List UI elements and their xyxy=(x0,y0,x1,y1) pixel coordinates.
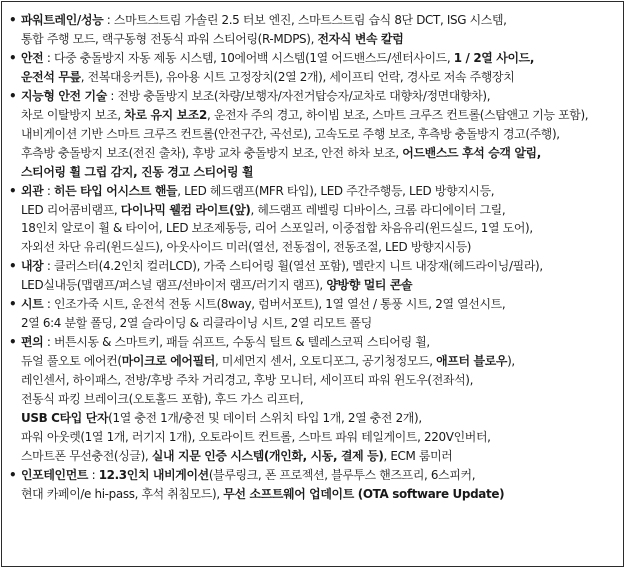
spec-line xyxy=(21,428,617,447)
spec-line xyxy=(21,87,617,106)
spec-text-bold: 인포테인먼트 xyxy=(21,467,89,482)
spec-text: 차로 이탈방지 보조, xyxy=(21,107,125,122)
spec-text: 2열 6:4 분할 폴딩, 2열 슬라이딩 & 리클라이닝 시트, 2열 리모트 폴딩 xyxy=(21,316,372,331)
spec-text: ), xyxy=(507,354,515,369)
spec-text-bold: 스티어링 휠 그립 감지, 진동 경고 스티어링 휠 xyxy=(21,164,254,179)
spec-line xyxy=(21,276,617,295)
spec-text: 18인치 알로이 휠 & 타이어, LED 보조제동등, 리어 스포일러, 이중접합 차음유리(윈드실드, 1열 도어), xyxy=(21,221,533,236)
spec-text-bold: 시트 xyxy=(21,297,44,312)
spec-text: , ECM 룸미러 xyxy=(383,448,453,463)
spec-line xyxy=(21,257,617,276)
spec-text: : 스마트스트림 가솔린 2.5 터보 엔진, 스마트스트림 습식 8단 DCT, ISG 시스템, xyxy=(103,13,507,27)
spec-text: (블루링크, 폰 프로젝션, 블루투스 핸즈프리, 6스피커, xyxy=(208,467,476,482)
spec-text-bold: 다이나믹 웰컴 라이트(앞) xyxy=(120,202,251,217)
spec-line xyxy=(21,125,617,144)
spec-line xyxy=(21,485,617,504)
spec-text: : xyxy=(43,183,54,198)
spec-text: LED실내등(맵램프/퍼스널 램프/선바이저 램프/러기지 램프), xyxy=(21,278,327,293)
spec-item xyxy=(8,182,620,258)
spec-text: 듀얼 풀오토 에어컨( xyxy=(21,354,122,369)
spec-item xyxy=(8,295,620,333)
spec-text: : xyxy=(88,467,99,482)
spec-line xyxy=(21,49,617,68)
spec-text: , 미세먼지 센서, 오토디포그, 공기청정모드, xyxy=(214,354,437,369)
spec-line xyxy=(21,447,617,466)
bullet-icon: • xyxy=(9,13,17,27)
spec-line xyxy=(21,163,617,182)
spec-item xyxy=(8,87,620,182)
spec-text: : 인조가죽 시트, 운전석 전동 시트(8way, 럼버서포트), 1열 열선 / 통풍 시트, 2열 열선시트, xyxy=(43,297,506,312)
spec-text-bold: 12.3인치 내비게이션 xyxy=(98,467,209,482)
spec-frame xyxy=(1,1,624,567)
bullet-icon: • xyxy=(9,259,17,274)
bullet-icon: • xyxy=(9,50,17,65)
spec-text: 스마트폰 무선충전(싱글), xyxy=(21,448,152,463)
bullet-icon: • xyxy=(9,467,17,482)
spec-text: : 클러스터(4.2인치 컬러LCD), 가죽 스티어링 휠(열선 포함), 멜란지 니트 내장재(헤드라이닝/필라), xyxy=(43,259,543,274)
bullet-icon: • xyxy=(9,297,17,312)
spec-list xyxy=(8,11,620,504)
spec-text-bold: 애프터 블로우 xyxy=(436,354,508,369)
spec-text-bold: 어드밴스드 후석 승객 알림, xyxy=(402,145,541,160)
spec-text-bold: 히든 타입 어시스트 핸들 xyxy=(53,183,178,198)
spec-text-bold: 실내 지문 인증 시스템(개인화, 시동, 결제 등) xyxy=(151,448,384,463)
bullet-icon: • xyxy=(9,183,17,198)
spec-line xyxy=(21,409,617,428)
spec-text-bold: 무선 소프트웨어 업데이트 (OTA software Update) xyxy=(223,486,505,501)
spec-text-bold: 외관 xyxy=(21,183,44,198)
spec-text: LED 리어콤비램프, xyxy=(21,202,121,217)
spec-item xyxy=(8,466,620,504)
spec-text: : 다중 충돌방지 자동 제동 시스템, 10에어백 시스템(1열 어드밴스드/센터사이드, xyxy=(43,50,454,65)
spec-item xyxy=(8,257,620,295)
spec-line xyxy=(21,11,617,30)
spec-line xyxy=(21,219,617,238)
spec-text: (1열 충전 1개/충전 및 데이터 스위치 타입 1개, 2열 충전 2개), xyxy=(108,411,422,426)
spec-line xyxy=(21,144,617,163)
spec-text: , LED 헤드램프(MFR 타입), LED 주간주행등, LED 방향지시등, xyxy=(177,183,495,198)
spec-line xyxy=(21,238,617,257)
spec-text: 파워 아웃렛(1열 1개, 러기지 1개), 오토라이트 컨트롤, 스마트 파워 테일게이트, 220V인버터, xyxy=(21,429,491,444)
spec-line xyxy=(21,295,617,314)
spec-text: 현대 카페이/e hi-pass, 후석 취침모드), xyxy=(21,486,224,501)
spec-text-bold: 지능형 안전 기술 xyxy=(21,88,107,103)
bullet-icon: • xyxy=(9,88,17,103)
spec-text-bold: 운전석 무릎 xyxy=(21,69,81,84)
spec-line xyxy=(21,371,617,390)
spec-line xyxy=(21,466,617,485)
spec-text: 통합 주행 모드, 랙구동형 전동식 파워 스티어링(R-MDPS), xyxy=(21,31,318,46)
spec-text-bold: USB C타입 단자 xyxy=(21,411,109,426)
spec-text-bold: 1 / 2열 사이드, xyxy=(453,50,535,65)
spec-text: , 운전자 주의 경고, 하이빔 보조, 스마트 크루즈 컨트롤(스탑앤고 기능 포함), xyxy=(206,107,589,122)
spec-text-bold: 내장 xyxy=(21,259,44,274)
spec-text: : 버튼시동 & 스마트키, 패들 쉬프트, 수동식 틸트 & 텔레스코픽 스티어링 휠, xyxy=(43,335,430,350)
spec-line xyxy=(21,106,617,125)
spec-text-bold: 전자식 변속 칼럼 xyxy=(317,31,404,46)
spec-text: 전동식 파킹 브레이크(오토홀드 포함), 후드 가스 리프터, xyxy=(21,392,304,407)
spec-text: 내비게이션 기반 스마트 크루즈 컨트롤(안전구간, 곡선로), 고속도로 주행 보조, 후측방 충돌방지 경고(주행), xyxy=(21,126,560,141)
spec-line xyxy=(21,314,617,333)
spec-text: , 전복대응커튼), 유아용 시트 고정장치(2열 2개), 세이프티 언락, 경사로 저속 주행장치 xyxy=(80,69,515,84)
spec-text-bold: 안전 xyxy=(21,50,44,65)
spec-item xyxy=(8,49,620,87)
spec-line xyxy=(21,182,617,201)
spec-line xyxy=(21,201,617,220)
spec-text-bold: 편의 xyxy=(21,335,44,350)
spec-text: : 전방 충돌방지 보조(차량/보행자/자전거탑승자/교차로 대향차/정면대향차), xyxy=(106,88,491,103)
spec-text: 자외선 차단 유리(윈드실드), 아웃사이드 미러(열선, 전동접이, 전동조절, LED 방향지시등) xyxy=(21,240,472,255)
spec-item xyxy=(8,333,620,466)
spec-text: 후측방 충돌방지 보조(전진 출차), 후방 교차 충돌방지 보조, 안전 하차 보조, xyxy=(21,145,403,160)
spec-text-bold: 파워트레인/성능 xyxy=(21,13,104,27)
spec-line xyxy=(21,390,617,409)
spec-text: , 헤드램프 레벨링 디바이스, 크롬 라디에이터 그릴, xyxy=(250,202,506,217)
spec-text-bold: 양방향 멀티 콘솔 xyxy=(326,278,413,293)
spec-text: 레인센서, 하이패스, 전방/후방 주차 거리경고, 후방 모니터, 세이프티 파워 윈도우(전좌석), xyxy=(21,373,474,388)
spec-line xyxy=(21,68,617,87)
spec-text-bold: 차로 유지 보조2 xyxy=(124,107,207,122)
spec-item xyxy=(8,11,620,49)
spec-line xyxy=(21,333,617,352)
bullet-icon: • xyxy=(9,335,17,350)
spec-text-bold: 마이크로 에어필터 xyxy=(121,354,215,369)
spec-line xyxy=(21,30,617,49)
spec-line xyxy=(21,352,617,371)
